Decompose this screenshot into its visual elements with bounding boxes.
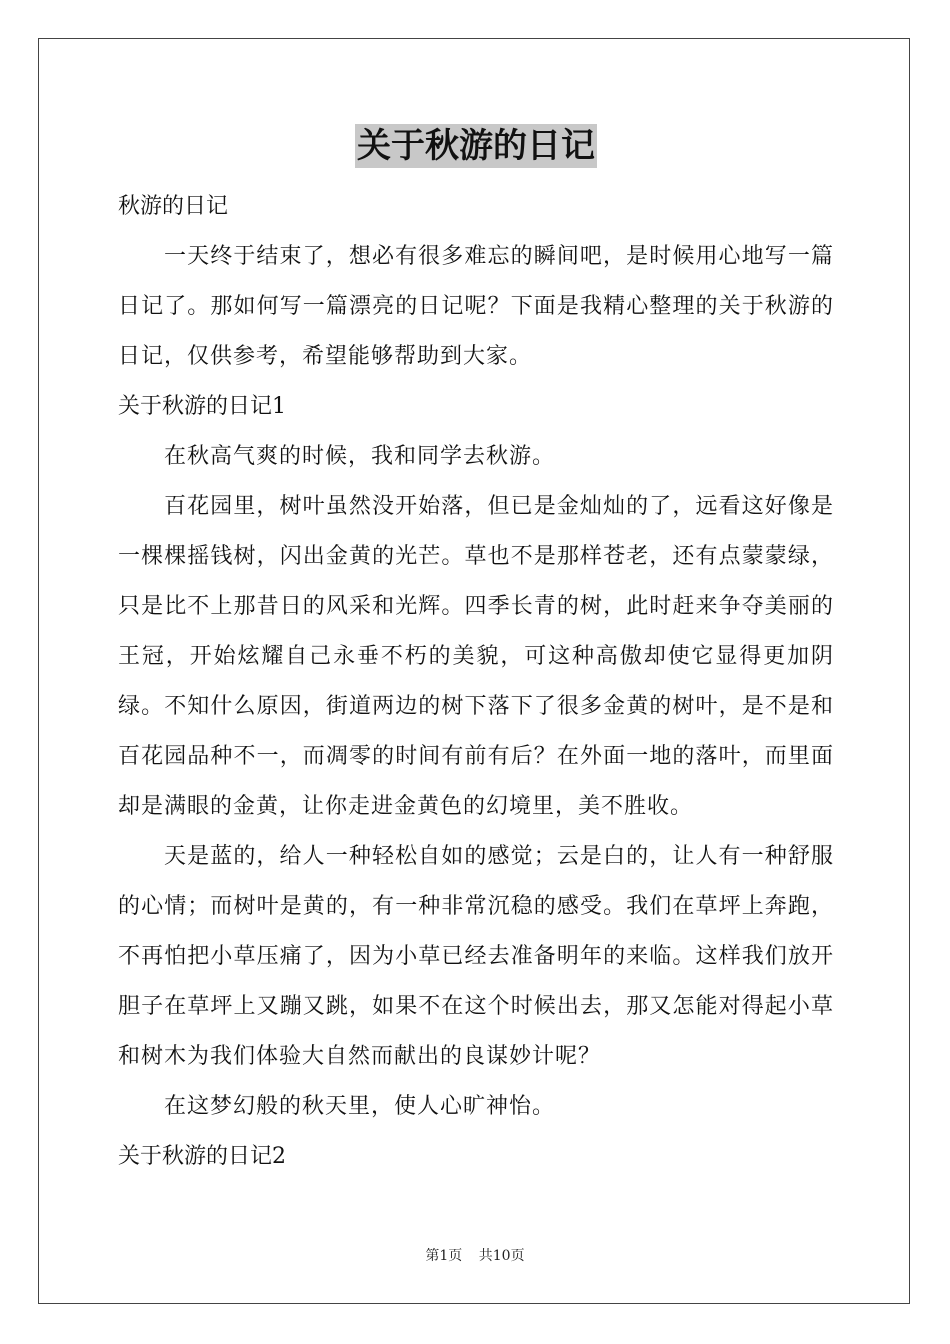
section-1-paragraph-4: 在这梦幻般的秋天里，使人心旷神怡。	[164, 1094, 556, 1119]
page-total: 共10页	[478, 1248, 525, 1264]
document-body	[118, 124, 834, 1182]
section-1-paragraph-2: 百花园里，树叶虽然没开始落，但已是金灿灿的了，远看这好像是一棵棵摇钱树，闪出金黄的光芒。草也不是那样苍老，还有点蒙蒙绿，只是比不上那昔日的风采和光辉。四季长青的树，此时赶来争夺美丽的王冠，开始炫耀自己永垂不朽的美貌，可这种高傲却使它显得更加阴绿。不知什么原因，街道两边的树下落下了很多金黄的树叶，是不是和百花园品种不一，而凋零的时间有前有后？在外面一地的落叶，而里面却是满眼的金黄，让你走进金黄色的幻境里，美不胜收。	[118, 494, 834, 819]
intro-paragraph: 一天终于结束了，想必有很多难忘的瞬间吧，是时候用心地写一篇日记了。那如何写一篇漂亮的日记呢？下面是我精心整理的关于秋游的日记，仅供参考，希望能够帮助到大家。	[118, 244, 834, 369]
title-container	[118, 124, 834, 172]
document-title: 关于秋游的日记	[357, 126, 595, 166]
page-footer	[0, 1246, 950, 1266]
page-number: 第1页	[425, 1248, 463, 1264]
document-subtitle: 秋游的日记	[118, 194, 229, 219]
section-1-paragraph-1: 在秋高气爽的时候，我和同学去秋游。	[164, 444, 556, 469]
section-1-paragraph-3: 天是蓝的，给人一种轻松自如的感觉；云是白的，让人有一种舒服的心情；而树叶是黄的，有一种非常沉稳的感受。我们在草坪上奔跑，不再怕把小草压痛了，因为小草已经去准备明年的来临。这样我们放开胆子在草坪上又蹦又跳，如果不在这个时候出去，那又怎能对得起小草和树木为我们体验大自然而献出的良谋妙计呢？	[118, 844, 834, 1069]
section-1-heading: 关于秋游的日记1	[118, 394, 286, 419]
section-2-heading: 关于秋游的日记2	[118, 1144, 286, 1169]
